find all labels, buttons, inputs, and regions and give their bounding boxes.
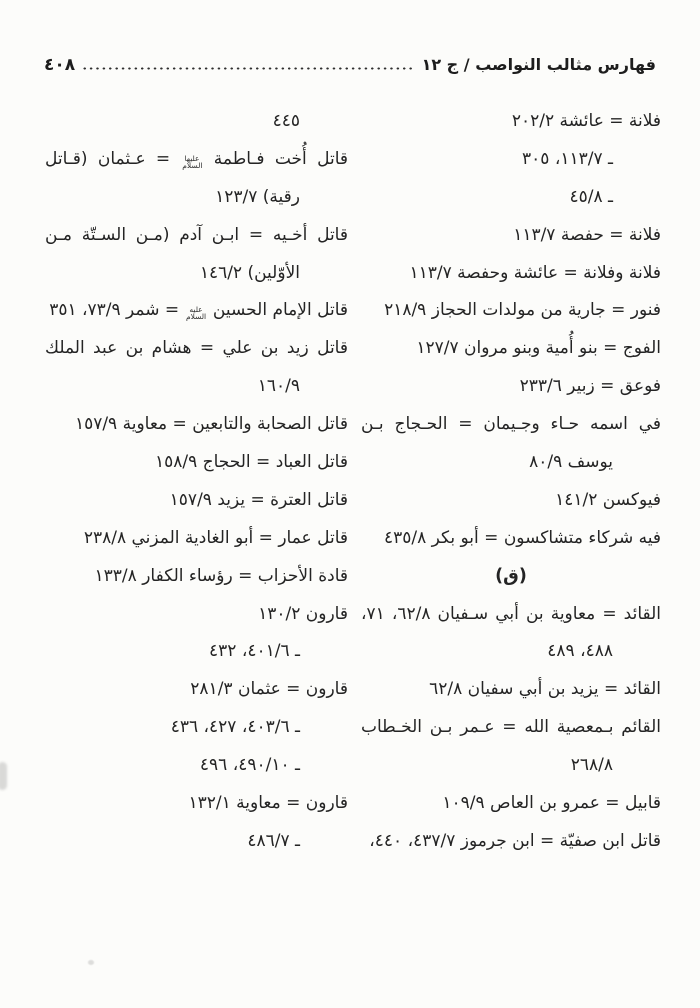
index-entry: قاتل ابن صفيّة = ابن جرموز ٤٣٧/٧، ٤٤٠،: [369, 830, 661, 851]
index-entry: [45, 292, 348, 330]
index-entry: قارون ١٣٠/٢: [258, 603, 348, 624]
index-entry: فلانة = عائشة ٢٠٢/٢: [511, 111, 661, 131]
index-entry: فيه شركاء متشاكسون = أبو بكر ٤٣٥/٨: [383, 527, 661, 548]
index-entry: قادة الأحزاب = رؤساء الكفار ١٣٣/٨: [94, 565, 348, 586]
continuation-line: ٢٦٨/٨: [570, 755, 613, 776]
index-entry: قاتل عمار = أبو الغادية المزني ٢٣٨/٨: [83, 527, 348, 548]
index-entry: قاتل زيد بن علي = هشام بن عبد الملك: [45, 338, 348, 359]
continuation-line: ٤٨٨، ٤٨٩: [547, 641, 613, 662]
index-entry: القائد = يزيد بن أبي سفيان ٦٢/٨: [429, 679, 661, 700]
honorific-mark: عليه السلام: [185, 305, 207, 322]
ditto-entry: ـ ١١٣/٧، ٣٠٥: [522, 148, 613, 169]
header-title: فهارس مثالب النواصب / ج ١٢: [421, 55, 656, 74]
index-entry: [45, 141, 348, 179]
page-header: [44, 55, 656, 75]
continuation-line: الأوّلين) ١٤٦/٢: [199, 262, 300, 283]
index-entry: قاتل أخـيه = ابـن آدم (مـن السـتّة مـن: [45, 224, 348, 245]
continuation-line: يوسف ٨٠/٩: [529, 452, 613, 473]
dotted-leader: [83, 67, 413, 70]
index-entry: قاتل الصحابة والتابعين = معاوية ١٥٧/٩: [74, 414, 348, 435]
ditto-entry: ـ ٤٩٠/١٠، ٤٩٦: [199, 755, 300, 776]
index-entry: الفوج = بنو أُمية وبنو مروان ١٢٧/٧: [416, 338, 661, 359]
index-entry: القائد = معاوية بن أبي سـفيان ٦٢/٨، ٧١،: [361, 603, 661, 624]
page-number: ٤٠٨: [44, 55, 76, 75]
continuation-line: ١٦٠/٩: [257, 376, 300, 397]
index-column-right: [361, 103, 661, 861]
scan-smudge: [0, 762, 7, 790]
index-entry: قارون = عثمان ٢٨١/٣: [190, 679, 348, 700]
ditto-entry: ـ ٤٠١/٦، ٤٣٢: [209, 641, 300, 662]
ditto-entry: ـ ٤٥/٨: [569, 186, 613, 207]
index-entry: فوعق = زبير ٢٣٣/٦: [519, 376, 661, 397]
honorific-mark: عليها السلام: [182, 153, 203, 170]
entry-text: = عـثمان (قـاتل: [45, 148, 181, 169]
index-entry: فيوكسن ١٤١/٢: [555, 489, 661, 510]
index-entry: فنور = جارية من مولدات الحجاز ٢١٨/٩: [384, 300, 661, 321]
entry-text: قاتل الإمام الحسين: [207, 300, 348, 321]
index-entry: قاتل العباد = الحجاج ١٥٨/٩: [154, 452, 348, 473]
index-column-left: [45, 103, 348, 861]
section-heading: (ق): [495, 565, 527, 586]
index-entry: القائم بـمعصية الله = عـمر بـن الخـطاب: [361, 717, 661, 738]
continuation-line: ٤٤٥: [272, 111, 300, 131]
ditto-entry: ـ ٤٠٣/٦، ٤٢٧، ٤٣٦: [170, 717, 300, 738]
entry-text: = شمر ٧٣/٩، ٣٥١: [49, 300, 185, 321]
index-entry: في اسمه حـاء وجـيمان = الحـجاج بـن: [361, 414, 661, 435]
index-entry: فلانة = حفصة ١١٣/٧: [513, 224, 661, 245]
continuation-line: رقية) ١٢٣/٧: [215, 186, 300, 207]
index-entry: قابيل = عمرو بن العاص ١٠٩/٩: [442, 793, 661, 814]
index-entry: قارون = معاوية ١٣٢/١: [188, 793, 348, 814]
entry-text: قاتل أُخت فـاطمة: [203, 148, 348, 169]
scan-speck: [88, 960, 94, 965]
index-entry: فلانة وفلانة = عائشة وحفصة ١١٣/٧: [409, 262, 661, 283]
ditto-entry: ـ ٤٨٦/٧: [247, 830, 300, 851]
index-entry: قاتل العترة = يزيد ١٥٧/٩: [169, 489, 348, 510]
